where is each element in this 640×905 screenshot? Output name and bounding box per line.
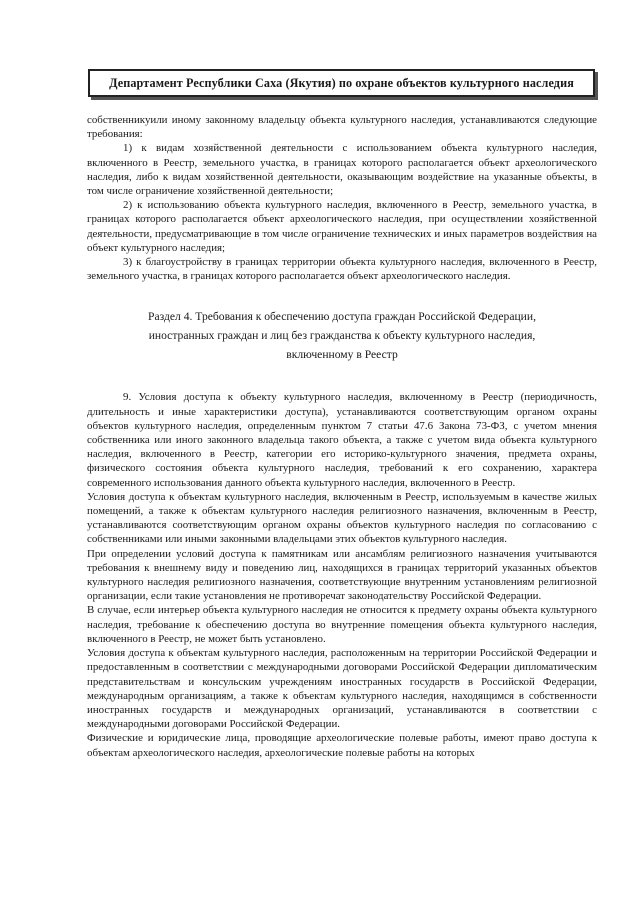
requirement-item: 3) к благоустройству в границах территории объекта культурного наследия, включенного в Реестр, земельного участка, в границах которого располагается объект археологического наследия. bbox=[87, 256, 597, 283]
section-heading-line: иностранных граждан и лиц без гражданства к объекту культурного наследия, bbox=[148, 329, 536, 343]
requirement-item: 2) к использованию объекта культурного наследия, включенного в Реестр, земельного участка, в границах которого располагается объект археологического наследия, при осуществлении хозяйственной деятельности, предусматривающие в том числе ограничение технических и иных параметров воздействия на объект культурного наследия; bbox=[87, 199, 597, 254]
body-paragraph: Физические и юридические лица, проводящие археологические полевые работы, имеют право доступа к объектам археологического наследия, археологические полевые работы на которых bbox=[87, 732, 597, 759]
body-paragraph: В случае, если интерьер объекта культурного наследия не относится к предмету охраны объекта культурного наследия, требование к обеспечению доступа во внутренние помещения объекта культурного наследия, включенного в Реестр, не может быть установлено. bbox=[87, 604, 597, 645]
body-paragraph: Условия доступа к объектам культурного наследия, расположенным на территории Российской Федерации и предоставленным в соответствии с международными договорами Российской Федерации дипломатическим представительствам и консульским учреждениям иностранных государств в Российской Федерации, международным организациям, а также к объектам культурного наследия, находящимся в собственности иностранных государств и международных организаций, устанавливаются в соответствии с международными договорами Российской Федерации. bbox=[87, 647, 597, 731]
section-heading-line: включенному в Реестр bbox=[286, 348, 398, 362]
department-header-box bbox=[88, 69, 595, 97]
body-paragraph: Условия доступа к объектам культурного наследия, включенным в Реестр, используемым в качестве жилых помещений, а также к объектам культурного наследия религиозного назначения, включенным в Реестр, устанавливаются соответствующим органом охраны объектов культурного наследия по согласованию с собственниками или иными законными владельцами этих объектов культурного наследия. bbox=[87, 490, 597, 546]
department-title: Департамент Республики Саха (Якутия) по охране объектов культурного наследия bbox=[109, 75, 574, 90]
body-paragraph: При определении условий доступа к памятникам или ансамблям религиозного назначения учитываются требования к внешнему виду и поведению лиц, находящихся в границах территорий указанных объектов культурного наследия религиозного назначения, соответствующие внутренним установлениям религиозной организации, если такие установления не противоречат законодательству Российской Федерации. bbox=[87, 547, 597, 603]
intro-paragraph: собственникуили иному законному владельцу объекта культурного наследия, устанавливаются следующие требования: bbox=[87, 114, 597, 141]
section-heading-line: Раздел 4. Требования к обеспечению доступа граждан Российской Федерации, bbox=[148, 310, 536, 324]
body-paragraph: 9. Условия доступа к объекту культурного наследия, включенному в Реестр (периодичность, длительность и иные характеристики доступа), устанавливаются соответствующим органом охраны объектов культурного наследия, определенным пунктом 7 статьи 47.6 Закона 73-ФЗ, с учетом мнения собственника или иного законного владельца такого объекта, а также с учетом вида объекта культурного наследия, включенного в Реестр, категории его историко-культурного значения, предмета охраны, физического состояния объекта культурного наследия, требований к его сохранению, характера современного использования данного объекта культурного наследия, включенного в Реестр. bbox=[87, 391, 597, 489]
document-body bbox=[87, 113, 597, 760]
section-heading bbox=[87, 307, 597, 364]
requirement-item: 1) к видам хозяйственной деятельности с использованием объекта культурного наследия, включенного в Реестр, земельного участка, в границах которого располагается объект археологического наследия, либо к видам хозяйственной деятельности, оказывающим воздействие на указанные объекты, в том числе ограничение хозяйственной деятельности; bbox=[87, 142, 597, 198]
